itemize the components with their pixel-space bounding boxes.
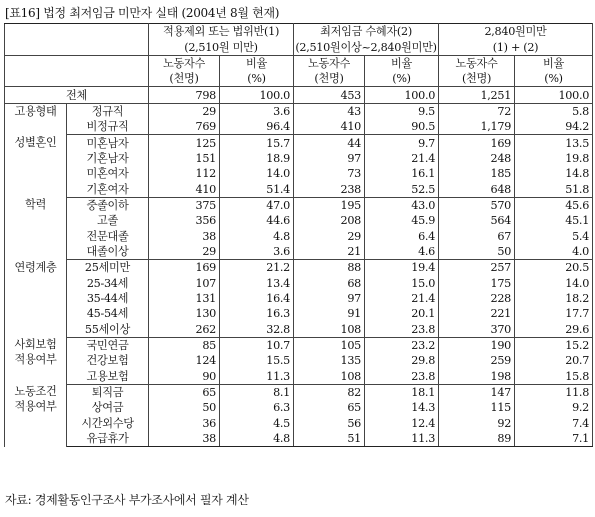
cell-value: 5.8 (515, 103, 593, 119)
total-row (5, 87, 593, 103)
cell-value: 769 (149, 119, 220, 135)
cell-value: 190 (439, 337, 515, 353)
cell-value: 410 (294, 119, 365, 135)
cell-value: 4.5 (220, 416, 294, 431)
unit-ratio-1: (%) (220, 71, 294, 87)
group3-subheader: (1) + (2) (439, 39, 593, 55)
table-row (5, 369, 593, 385)
cell-value: 90 (149, 369, 220, 385)
cell-value: 570 (439, 197, 515, 213)
cell-value: 51.8 (515, 181, 593, 197)
cell-value: 9.5 (365, 103, 439, 119)
cell-value: 108 (294, 322, 365, 338)
row-label: 정규직 (67, 103, 149, 119)
cell-value: 92 (439, 416, 515, 431)
row-label: 35-44세 (67, 291, 149, 306)
cell-value: 370 (439, 322, 515, 338)
cell-value: 29 (149, 103, 220, 119)
cell-value: 15.8 (515, 369, 593, 385)
cell-value: 45.6 (515, 197, 593, 213)
table-row (5, 276, 593, 291)
cell-value: 112 (149, 166, 220, 181)
cell-value: 21.4 (365, 151, 439, 166)
cell-value: 198 (439, 369, 515, 385)
cell-value: 82 (294, 384, 365, 400)
cell-value: 29 (149, 244, 220, 260)
cell-value: 18.2 (515, 291, 593, 306)
cell-value: 135 (294, 353, 365, 368)
table-row (5, 431, 593, 447)
cell-value: 221 (439, 306, 515, 321)
row-label: 전문대졸 (67, 228, 149, 243)
cell-value: 17.7 (515, 306, 593, 321)
group-label-line1: 고용형태 (14, 104, 57, 118)
table-row (5, 228, 593, 243)
row-label: 고용보험 (67, 369, 149, 385)
table-row (5, 353, 593, 368)
cell-value: 21.4 (365, 291, 439, 306)
cell-value: 51.4 (220, 181, 294, 197)
row-label: 대졸이상 (67, 244, 149, 260)
total-value: 100.0 (365, 87, 439, 103)
unit-ratio-3: (%) (515, 71, 593, 87)
header-row-2 (5, 39, 593, 55)
table-row (5, 213, 593, 228)
cell-value: 115 (439, 400, 515, 415)
cell-value: 208 (294, 213, 365, 228)
table-row (5, 260, 593, 276)
group3-header: 2,840원미만 (439, 24, 593, 40)
cell-value: 8.1 (220, 384, 294, 400)
total-value: 1,251 (439, 87, 515, 103)
cell-value: 6.3 (220, 400, 294, 415)
cell-value: 1,179 (439, 119, 515, 135)
cell-value: 147 (439, 384, 515, 400)
cell-value: 88 (294, 260, 365, 276)
cell-value: 20.5 (515, 260, 593, 276)
cell-value: 19.4 (365, 260, 439, 276)
cell-value: 124 (149, 353, 220, 368)
row-label: 퇴직금 (67, 384, 149, 400)
cell-value: 18.9 (220, 151, 294, 166)
group-label (5, 103, 67, 135)
cell-value: 12.4 (365, 416, 439, 431)
cell-value: 47.0 (220, 197, 294, 213)
cell-value: 125 (149, 135, 220, 151)
table-row (5, 103, 593, 119)
cell-value: 29.8 (365, 353, 439, 368)
header-row-4 (5, 71, 593, 87)
cell-value: 16.3 (220, 306, 294, 321)
cell-value: 3.6 (220, 103, 294, 119)
table-row (5, 135, 593, 151)
total-value: 100.0 (515, 87, 593, 103)
col-workers-2: 노동자수 (294, 55, 365, 71)
total-value: 798 (149, 87, 220, 103)
group-label-line2: 적용여부 (14, 353, 57, 367)
group-label-line2: 적용여부 (14, 400, 57, 414)
table-row (5, 151, 593, 166)
cell-value: 96.4 (220, 119, 294, 135)
group-label (5, 384, 67, 446)
cell-value: 14.0 (515, 276, 593, 291)
cell-value: 3.6 (220, 244, 294, 260)
row-label: 미혼여자 (67, 166, 149, 181)
cell-value: 9.2 (515, 400, 593, 415)
row-label: 기혼남자 (67, 151, 149, 166)
cell-value: 7.4 (515, 416, 593, 431)
cell-value: 15.2 (515, 337, 593, 353)
cell-value: 23.8 (365, 369, 439, 385)
group-label (5, 135, 67, 197)
cell-value: 185 (439, 166, 515, 181)
cell-value: 10.7 (220, 337, 294, 353)
cell-value: 19.8 (515, 151, 593, 166)
cell-value: 91 (294, 306, 365, 321)
cell-value: 4.8 (220, 228, 294, 243)
cell-value: 29 (294, 228, 365, 243)
cell-value: 52.5 (365, 181, 439, 197)
table-row (5, 119, 593, 135)
group-label-line1: 연령계층 (14, 260, 57, 274)
cell-value: 85 (149, 337, 220, 353)
cell-value: 18.1 (365, 384, 439, 400)
group-label (5, 260, 67, 338)
table-row (5, 416, 593, 431)
table-row (5, 337, 593, 353)
cell-value: 228 (439, 291, 515, 306)
cell-value: 11.3 (220, 369, 294, 385)
table-row (5, 244, 593, 260)
group-label-line1: 노동조건 (14, 385, 57, 399)
cell-value: 107 (149, 276, 220, 291)
cell-value: 4.8 (220, 431, 294, 447)
header-row-3 (5, 55, 593, 71)
table-row (5, 306, 593, 321)
group2-header: 최저임금 수혜자(2) (294, 24, 439, 40)
table-row (5, 181, 593, 197)
cell-value: 195 (294, 197, 365, 213)
cell-value: 21 (294, 244, 365, 260)
cell-value: 89 (439, 431, 515, 447)
minimum-wage-table (4, 23, 593, 447)
group2-subheader: (2,510원이상~2,840원미만) (295, 40, 437, 54)
table-row (5, 384, 593, 400)
group1-header: 적용제외 또는 법위반(1) (149, 24, 294, 40)
cell-value: 90.5 (365, 119, 439, 135)
cell-value: 4.6 (365, 244, 439, 260)
cell-value: 36 (149, 416, 220, 431)
cell-value: 45.9 (365, 213, 439, 228)
cell-value: 9.7 (365, 135, 439, 151)
cell-value: 72 (439, 103, 515, 119)
cell-value: 32.8 (220, 322, 294, 338)
col-workers-3: 노동자수 (439, 55, 515, 71)
cell-value: 44.6 (220, 213, 294, 228)
cell-value: 15.0 (365, 276, 439, 291)
cell-value: 51 (294, 431, 365, 447)
cell-value: 108 (294, 369, 365, 385)
cell-value: 45.1 (515, 213, 593, 228)
table-row (5, 291, 593, 306)
cell-value: 7.1 (515, 431, 593, 447)
group-label (5, 197, 67, 259)
row-label: 기혼여자 (67, 181, 149, 197)
total-label: 전체 (5, 87, 149, 103)
cell-value: 14.8 (515, 166, 593, 181)
group-label-line1: 사회보험 (14, 338, 57, 352)
cell-value: 131 (149, 291, 220, 306)
cell-value: 97 (294, 291, 365, 306)
cell-value: 73 (294, 166, 365, 181)
row-label: 25-34세 (67, 276, 149, 291)
row-label: 25세미만 (67, 260, 149, 276)
cell-value: 175 (439, 276, 515, 291)
cell-value: 65 (294, 400, 365, 415)
unit-ratio-2: (%) (365, 71, 439, 87)
cell-value: 5.4 (515, 228, 593, 243)
cell-value: 257 (439, 260, 515, 276)
cell-value: 68 (294, 276, 365, 291)
cell-value: 23.2 (365, 337, 439, 353)
unit-workers-1: (천명) (149, 71, 220, 87)
col-ratio-1: 비율 (220, 55, 294, 71)
cell-value: 375 (149, 197, 220, 213)
cell-value: 648 (439, 181, 515, 197)
row-label: 건강보험 (67, 353, 149, 368)
col-ratio-3: 비율 (515, 55, 593, 71)
total-value: 100.0 (220, 87, 294, 103)
cell-value: 56 (294, 416, 365, 431)
cell-value: 356 (149, 213, 220, 228)
cell-value: 50 (149, 400, 220, 415)
cell-value: 13.4 (220, 276, 294, 291)
row-label: 비정규직 (67, 119, 149, 135)
cell-value: 15.7 (220, 135, 294, 151)
cell-value: 14.3 (365, 400, 439, 415)
cell-value: 44 (294, 135, 365, 151)
cell-value: 21.2 (220, 260, 294, 276)
total-value: 453 (294, 87, 365, 103)
unit-workers-2: (천명) (294, 71, 365, 87)
cell-value: 4.0 (515, 244, 593, 260)
row-label: 국민연금 (67, 337, 149, 353)
unit-workers-3: (천명) (439, 71, 515, 87)
cell-value: 410 (149, 181, 220, 197)
cell-value: 43 (294, 103, 365, 119)
cell-value: 43.0 (365, 197, 439, 213)
col-workers-1: 노동자수 (149, 55, 220, 71)
cell-value: 94.2 (515, 119, 593, 135)
table-row (5, 322, 593, 338)
cell-value: 11.8 (515, 384, 593, 400)
cell-value: 262 (149, 322, 220, 338)
cell-value: 259 (439, 353, 515, 368)
cell-value: 13.5 (515, 135, 593, 151)
cell-value: 151 (149, 151, 220, 166)
cell-value: 238 (294, 181, 365, 197)
cell-value: 38 (149, 228, 220, 243)
table-row (5, 197, 593, 213)
cell-value: 29.6 (515, 322, 593, 338)
table-row (5, 166, 593, 181)
cell-value: 105 (294, 337, 365, 353)
cell-value: 130 (149, 306, 220, 321)
cell-value: 20.1 (365, 306, 439, 321)
cell-value: 169 (149, 260, 220, 276)
cell-value: 14.0 (220, 166, 294, 181)
row-label: 미혼남자 (67, 135, 149, 151)
group-label (5, 337, 67, 384)
cell-value: 50 (439, 244, 515, 260)
source-note: 자료: 경제활동인구조사 부가조사에서 필자 계산 (5, 493, 249, 507)
cell-value: 23.8 (365, 322, 439, 338)
cell-value: 16.4 (220, 291, 294, 306)
cell-value: 248 (439, 151, 515, 166)
cell-value: 97 (294, 151, 365, 166)
table-title: [표16] 법정 최저임금 미만자 실태 (2004년 8월 현재) (5, 6, 280, 20)
row-label: 45-54세 (67, 306, 149, 321)
group1-subheader: (2,510원 미만) (149, 39, 294, 55)
cell-value: 65 (149, 384, 220, 400)
group-label-line1: 학력 (24, 198, 46, 212)
cell-value: 20.7 (515, 353, 593, 368)
cell-value: 38 (149, 431, 220, 447)
cell-value: 6.4 (365, 228, 439, 243)
row-label: 시간외수당 (67, 416, 149, 431)
table-row (5, 400, 593, 415)
row-label: 55세이상 (67, 322, 149, 338)
group-label-line1: 성별혼인 (14, 135, 57, 149)
row-label: 고졸 (67, 213, 149, 228)
row-label: 중졸이하 (67, 197, 149, 213)
col-ratio-2: 비율 (365, 55, 439, 71)
cell-value: 564 (439, 213, 515, 228)
cell-value: 169 (439, 135, 515, 151)
cell-value: 67 (439, 228, 515, 243)
cell-value: 11.3 (365, 431, 439, 447)
row-label: 유급휴가 (67, 431, 149, 447)
cell-value: 15.5 (220, 353, 294, 368)
cell-value: 16.1 (365, 166, 439, 181)
row-label: 상여금 (67, 400, 149, 415)
header-row-1 (5, 24, 593, 40)
